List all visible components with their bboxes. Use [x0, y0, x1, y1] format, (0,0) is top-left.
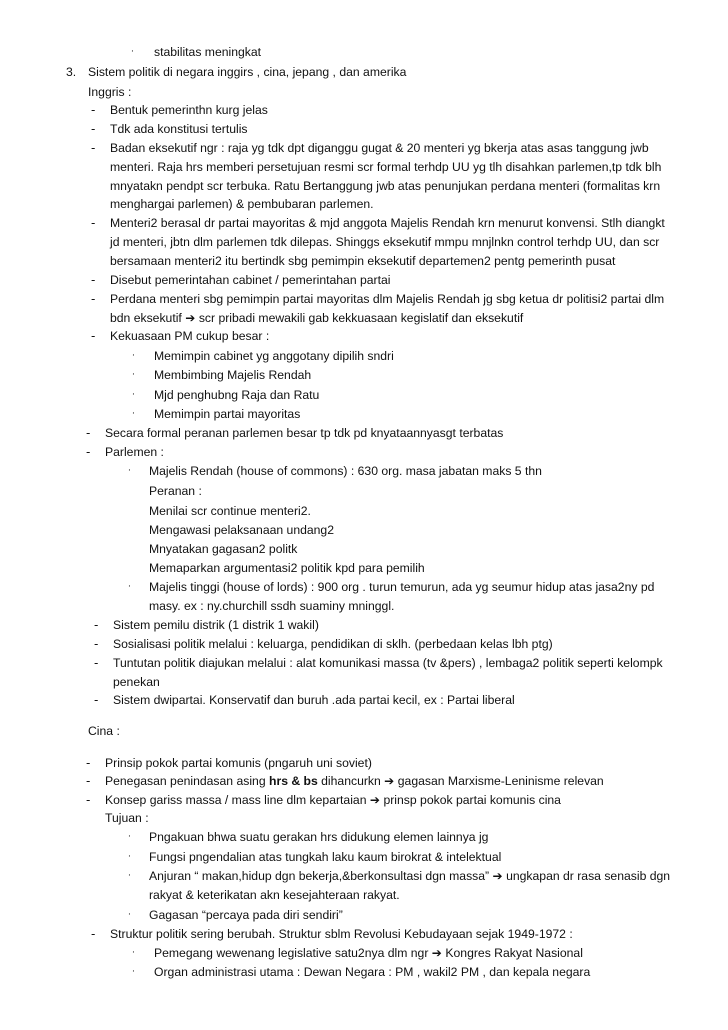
text-line: Memaparkan argumentasi2 politik kpd para pemilih [149, 561, 425, 575]
text-line: bdn eksekutif ➔ scr pribadi mewakili gab kekkuasaan kegislatif dan eksekutif [110, 311, 524, 325]
text-line: Pemegang wewenang legislative satu2nya dlm ngr ➔ Kongres Rakyat Nasional [154, 946, 583, 960]
text-line: Menteri2 berasal dr partai mayoritas & mjd anggota Majelis Rendah krn menurut konvensi. Stlh diangkt [110, 216, 665, 230]
bullet: · [128, 910, 131, 920]
text-line: Sistem dwipartai. Konservatif dan buruh .ada partai kecil, ex : Partai liberal [113, 693, 515, 707]
list-number: 3. [66, 65, 77, 79]
text-line: Kekuasaan PM cukup besar : [110, 329, 270, 343]
arrow-icon: ➔ [185, 311, 196, 325]
dash-marker: - [91, 927, 96, 941]
bullet: · [132, 967, 135, 977]
bullet: · [131, 47, 134, 57]
text-line: Penegasan penindasan asing hrs & bs dihancurkn ➔ gagasan Marxisme-Leninisme relevan [105, 774, 604, 788]
text-line: Tuntutan politik diajukan melalui : alat komunikasi massa (tv &pers) , lembaga2 politik seperti kelompk [113, 656, 663, 670]
bullet: · [128, 871, 131, 881]
section-heading: Sistem politik di negara inggirs , cina, jepang , dan amerika [88, 65, 407, 79]
text-line: Memimpin partai mayoritas [154, 407, 301, 421]
arrow-icon: ➔ [431, 946, 442, 960]
text-line: Fungsi pngendalian atas tungkah laku kaum birokrat & intelektual [149, 850, 502, 864]
bullet: · [132, 409, 135, 419]
text-line: Tdk ada konstitusi tertulis [110, 122, 248, 136]
bullet: · [132, 351, 135, 361]
text-line: Parlemen : [105, 445, 164, 459]
text-line: Bentuk pemerinthn kurg jelas [110, 103, 268, 117]
text-line: Sosialisasi politik melalui : keluarga, pendidikan di sklh. (perbedaan kelas lbh ptg) [113, 637, 553, 651]
text-line: masy. ex : ny.churchill ssdh suaminy mninggl. [149, 599, 395, 613]
text-line: Majelis Rendah (house of commons) : 630 org. masa jabatan maks 5 thn [149, 464, 542, 478]
subheading-cina: Cina : [88, 724, 120, 738]
arrow-icon: ➔ [384, 774, 395, 788]
text-line: penekan [113, 675, 160, 689]
text-line: Mjd penghubng Raja dan Ratu [154, 388, 320, 402]
dash-marker: - [91, 141, 96, 155]
text-line: Perdana menteri sbg pemimpin partai mayoritas dlm Majelis Rendah jg sbg ketua dr politisi2 partai dlm [110, 292, 665, 306]
text-line: Konsep gariss massa / mass line dlm kepartaian ➔ prinsp pokok partai komunis cina [105, 793, 561, 807]
dash-marker: - [91, 273, 96, 287]
dash-marker: - [94, 618, 99, 632]
text-line: Menilai scr continue menteri2. [149, 504, 311, 518]
text-line: Memimpin cabinet yg anggotany dipilih sndri [154, 349, 394, 363]
text-line: Badan eksekutif ngr : raja yg tdk dpt diganggu gugat & 20 menteri yg bkerja atas asas tanggung jwb [110, 141, 649, 155]
bullet: · [132, 370, 135, 380]
text-line: Peranan : [149, 484, 202, 498]
dash-marker: - [86, 774, 91, 788]
text-line: Secara formal peranan parlemen besar tp tdk pd knyataannyasgt terbatas [105, 426, 504, 440]
bullet: · [132, 390, 135, 400]
dash-marker: - [91, 103, 96, 117]
text-line: bersamaan menteri2 itu bertindk sbg pemimpin eksekutif departemen2 pentg pemerinth pusat [110, 254, 616, 268]
text-line: Membimbing Majelis Rendah [154, 368, 312, 382]
text-line: mnyatakn pendpt scr terbuka. Ratu Bertanggung jwb atas penunjukan perdana menteri (formalitas krn [110, 179, 661, 193]
text-line: jd menteri, jbtn dlm parlemen tdk dilepas. Shinggs eksekutif mmpu mnjlnkn control terhdp UU, dan scr [110, 235, 660, 249]
dash-marker: - [94, 637, 99, 651]
text-line: Prinsip pokok partai komunis (pngaruh uni soviet) [105, 756, 372, 770]
text-line: Mnyatakan gagasan2 politk [149, 542, 298, 556]
bullet: · [128, 582, 131, 592]
text-line: Anjuran “ makan,hidup dgn bekerja,&berkonsultasi dgn massa” ➔ ungkapan dr rasa senasib dgn [149, 869, 671, 883]
text-line: Sistem pemilu distrik (1 distrik 1 wakil) [113, 618, 319, 632]
dash-marker: - [86, 793, 91, 807]
dash-marker: - [91, 292, 96, 306]
text-line: Disebut pemerintahan cabinet / pemerintahan partai [110, 273, 391, 287]
bullet: · [128, 832, 131, 842]
text-line: Mengawasi pelaksanaan undang2 [149, 523, 334, 537]
bullet: · [132, 948, 135, 958]
text-line: Tujuan : [105, 811, 149, 825]
dash-marker: - [94, 656, 99, 670]
text-line: Pngakuan bhwa suatu gerakan hrs didukung elemen lainnya jg [149, 830, 489, 844]
text-line: menghargai parlemen) & pembubaran parlemen. [110, 197, 374, 211]
text-line: Gagasan “percaya pada diri sendiri” [149, 908, 343, 922]
dash-marker: - [86, 756, 91, 770]
dash-marker: - [91, 122, 96, 136]
bullet: · [128, 466, 131, 476]
text-line: Struktur politik sering berubah. Struktur sblm Revolusi Kebudayaan sejak 1949-1972 : [110, 927, 573, 941]
text-line: stabilitas meningkat [154, 45, 262, 59]
dash-marker: - [91, 329, 96, 343]
bullet: · [128, 852, 131, 862]
arrow-icon: ➔ [369, 793, 381, 807]
text-line: Majelis tinggi (house of lords) : 900 org . turun temurun, ada yg seumur hidup atas jasa2ny pd [149, 580, 655, 594]
dash-marker: - [86, 426, 91, 440]
arrow-icon: ➔ [492, 869, 503, 883]
dash-marker: - [94, 693, 99, 707]
dash-marker: - [91, 216, 96, 230]
dash-marker: - [86, 445, 91, 459]
subheading-inggris: Inggris : [88, 85, 132, 99]
text-line: Organ administrasi utama : Dewan Negara : PM , wakil2 PM , dan kepala negara [154, 965, 591, 979]
text-line: menteri. Raja hrs memberi persetujuan resmi scr formal terhdp UU yg tlh disahkan parlemen,tp tdk blh [110, 160, 662, 174]
text-line: rakyat & keterikatan akn kesejahteraan rakyat. [149, 888, 400, 902]
bold-text: hrs & bs [269, 774, 318, 788]
